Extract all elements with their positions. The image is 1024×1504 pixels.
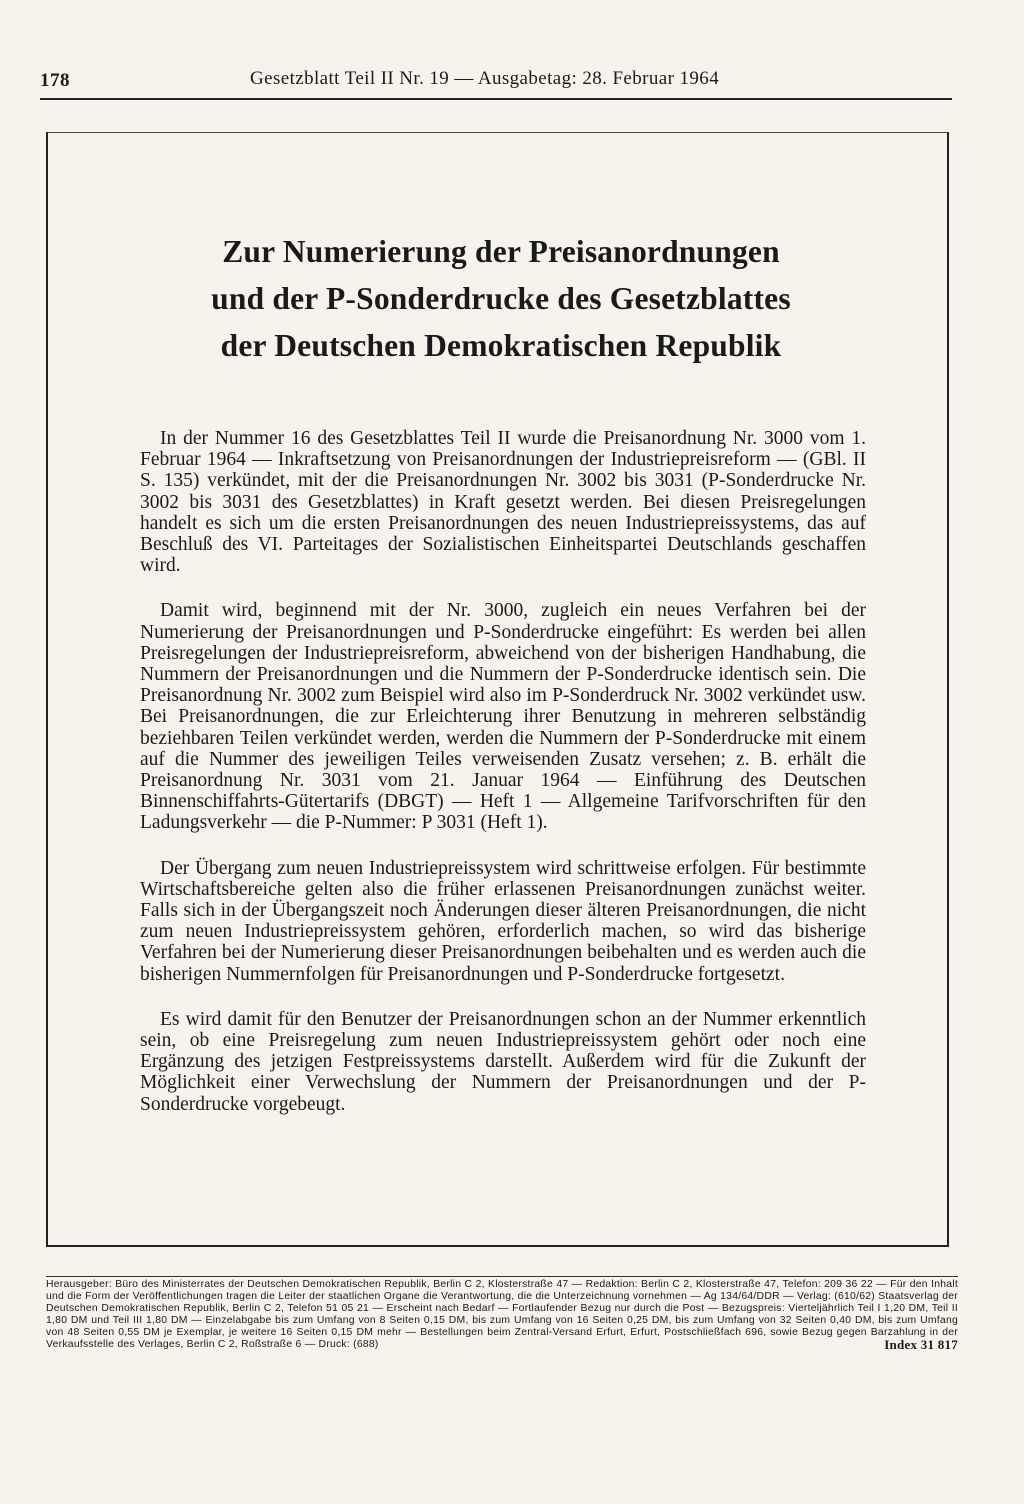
paragraph-1: In der Nummer 16 des Gesetzblattes Teil II wurde die Preisanordnung Nr. 3000 vom 1. Februar 1964 — Inkraftsetzung von Preisanordnungen der Industriepreisreform — (GBl. II S. 135) verkündet, mit der die Preisanordnungen Nr. 3002 bis 3031 (P-Sonderdrucke Nr. 3002 bis 3031 des Gesetzblattes) in Kraft gesetzt werden. Bei diesen Preisregelungen handelt es sich um die ersten Preisanordnungen des neuen Industriepreissystems, das auf Beschluß des VI. Parteitages der Sozialistischen Einheitspartei Deutschlands geschaffen wird.	[140, 428, 866, 577]
page-header	[40, 64, 952, 100]
imprint-footer	[46, 1276, 958, 1350]
article-title	[150, 228, 852, 369]
running-head: Gesetzblatt Teil II Nr. 19 — Ausgabetag: 28. Februar 1964	[250, 68, 720, 89]
page-number: 178	[40, 70, 70, 91]
title-line-2: und der P-Sonderdrucke des Gesetzblattes	[211, 281, 791, 316]
paragraph-3: Der Übergang zum neuen Industriepreissystem wird schrittweise erfolgen. Für bestimmte Wirtschaftsbereiche gelten also die früher erlassenen Preisanordnungen zunächst weiter. Falls sich in der Übergangszeit noch Änderungen dieser älteren Preisanordnungen, die nicht zum neuen Industriepreissystem gehören, erforderlich machen, so wird das bisherige Verfahren bei der Numerierung dieser Preisanordnungen beibehalten und es werden auch die bisherigen Nummernfolgen für Preisanordnungen und P-Sonderdrucke fortgesetzt.	[140, 857, 866, 985]
paragraph-2: Damit wird, beginnend mit der Nr. 3000, zugleich ein neues Verfahren bei der Numerierung der Preisanordnungen und P-Sonderdrucke eingeführt: Es werden bei allen Preisregelungen der Industriepreisreform, abweichend von der bisherigen Handhabung, die Nummern der Preisanordnungen und die Nummern der P-Sonderdrucke identisch sein. Die Preisanordnung Nr. 3002 zum Beispiel wird also im P-Sonderdruck Nr. 3002 verkündet usw. Bei Preisanordnungen, die zur Erleichterung ihrer Benutzung in mehreren selbständig beziehbaren Teilen verkündet werden, werden die Nummern der P-Sonderdrucke mit einem auf die Nummer des jeweiligen Teiles verweisenden Zusatz versehen; z. B. erhält die Preisanordnung Nr. 3031 vom 21. Januar 1964 — Einführung des Deutschen Binnenschiffahrts-Gütertarifs (DBGT) — Heft 1 — Allgemeine Tarifvorschriften für den Ladungsverkehr — die P-Nummer: P 3031 (Heft 1).	[140, 600, 866, 834]
title-line-1: Zur Numerierung der Preisanordnungen	[222, 234, 780, 269]
imprint-text: Herausgeber: Büro des Ministerrates der Deutschen Demokratischen Republik, Berlin C 2, Klosterstraße 47 — Redaktion: Berlin C 2, Klosterstraße 47, Telefon: 209 36 22 — Für den Inhalt und die Form der Veröffentlichungen tragen die Leiter der staatlichen Organe die Verantwortung, die die Unterzeichnung vornehmen — Ag 134/64/DDR — Verlag: (610/62) Staatsverlag der Deutschen Demokratischen Republik, Berlin C 2, Telefon 51 05 21 — Erscheint nach Bedarf — Fortlaufender Bezug nur durch die Post — Bezugspreis: Vierteljährlich Teil I 1,20 DM, Teil II 1,80 DM und Teil III 1,80 DM — Einzelabgabe bis zum Umfang von 8 Seiten 0,15 DM, bis zum Umfang von 16 Seiten 0,25 DM, bis zum Umfang von 32 Seiten 0,40 DM, bis zum Umfang von 48 Seiten 0,55 DM je Exemplar, je weitere 16 Seiten 0,15 DM mehr — Bestellungen beim Zentral-Versand Erfurt, Erfurt, Postschließfach 696, sowie Bezug gegen Barzahlung in der Verkaufsstelle des Verlages, Berlin C 2, Roßstraße 6 — Druck: (688)	[46, 1279, 958, 1350]
paragraph-4: Es wird damit für den Benutzer der Preisanordnungen schon an der Nummer erkenntlich sein, ob eine Preisregelung zum neuen Industriepreissystem gehört oder noch eine Ergänzung des jetzigen Festpreissystems darstellt. Außerdem wird für die Zukunft der Möglichkeit einer Verwechslung der Nummern der Preisanordnungen und der P-Sonderdrucke vorgebeugt.	[140, 1008, 866, 1115]
article-body	[140, 428, 866, 1139]
title-line-3: der Deutschen Demokratischen Republik	[220, 328, 782, 363]
index-number: Index 31 817	[884, 1336, 958, 1352]
